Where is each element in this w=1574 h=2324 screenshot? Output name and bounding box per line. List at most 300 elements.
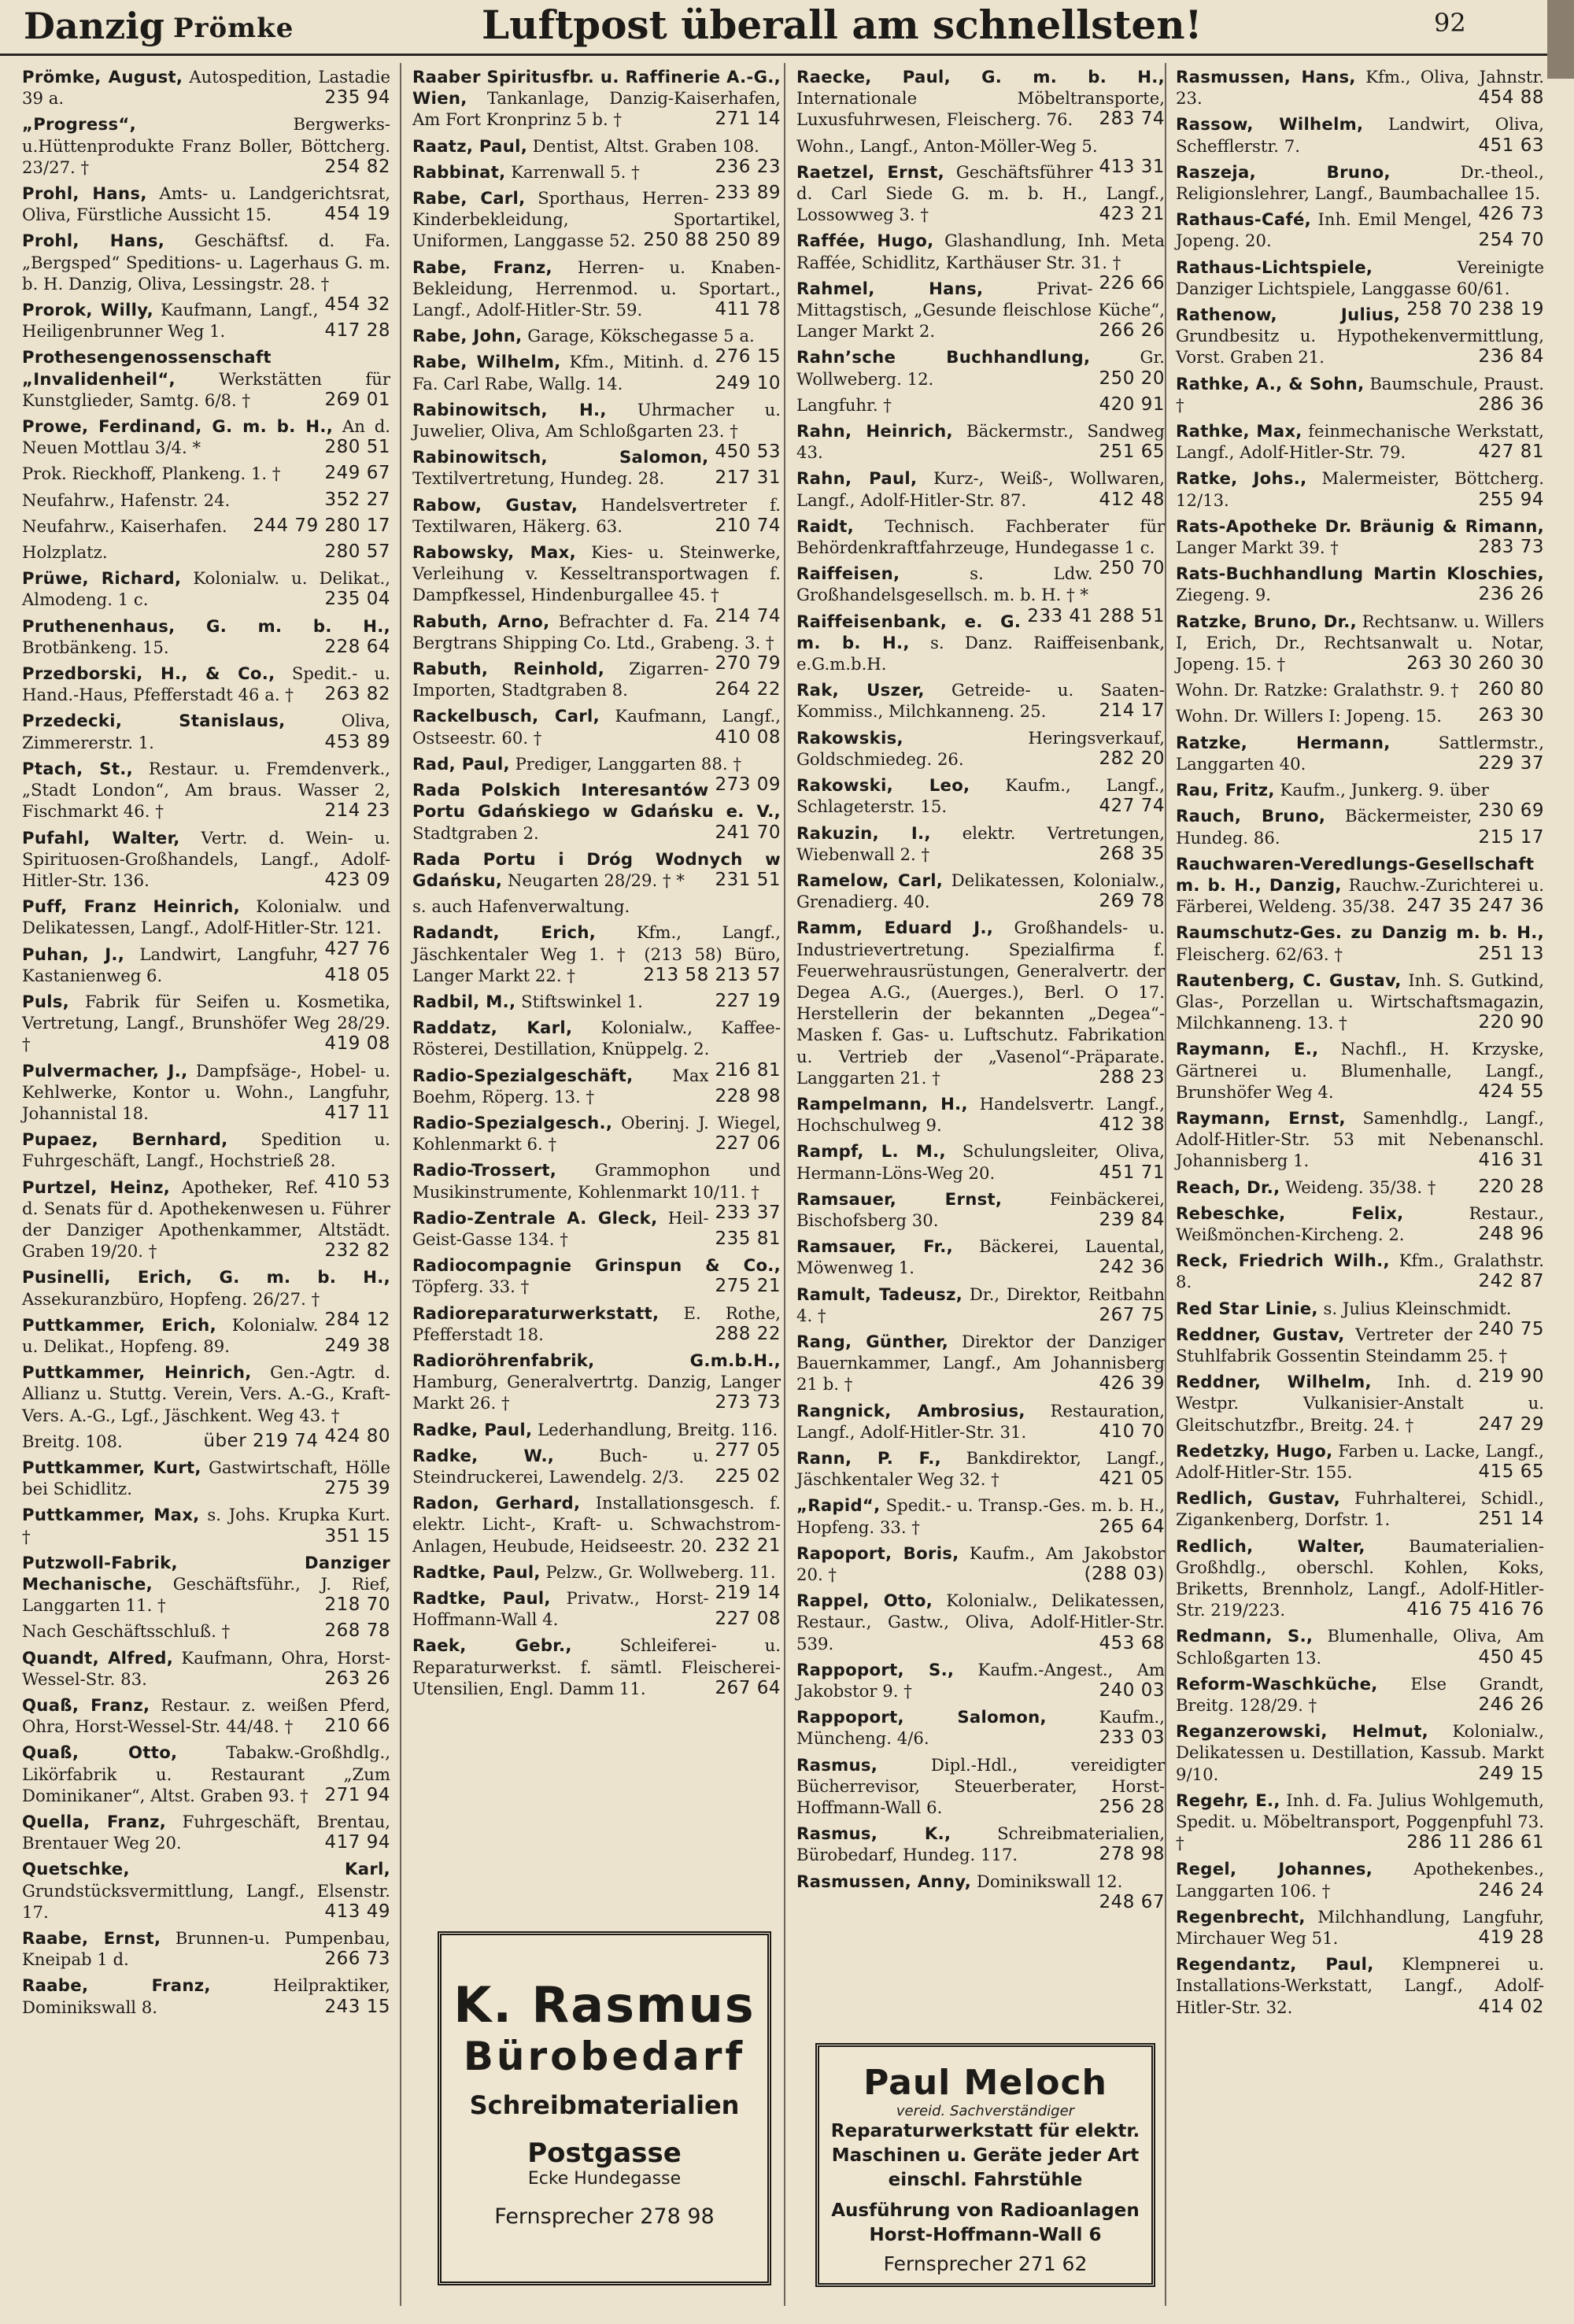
entry-details: Privatw., Horst-Hoffmann-Wall 4. bbox=[412, 1588, 709, 1630]
entry-details: Dr.-theol., Religionslehrer, Langf., Baumbachallee 15. bbox=[1176, 161, 1544, 204]
directory-entry bbox=[796, 1495, 1165, 1537]
directory-entry bbox=[1176, 515, 1544, 558]
entry-name: Pruthenenhaus, G. m. b. H., bbox=[22, 615, 390, 636]
entry-name: Rabowsky, Max, bbox=[412, 542, 576, 563]
entry-details: Spedit.- u. Transp.-Ges. m. b. H., Hopfeng. 33. † bbox=[796, 1495, 1165, 1537]
entry-details: Vertr. d. Wein- u. Spirituosen-Großhandels, Langf., Adolf-Hitler-Str. 136. bbox=[22, 827, 390, 890]
directory-entry bbox=[22, 183, 390, 225]
entry-details: Apotheker, Ref. d. Senats für d. Apothekenwesen u. Führer der Danziger Apothenkammer, Altstädt. Graben 19/20. † bbox=[22, 1177, 390, 1262]
directory-entry bbox=[1176, 563, 1544, 605]
phone-number: 220 90 bbox=[1478, 1012, 1544, 1033]
entry-name: Przedecki, Stanislaus, bbox=[22, 711, 286, 731]
entry-details: Kaufm., Müncheng. 4/6. bbox=[796, 1707, 1165, 1749]
entry-details: Werkstätten für Kunstglieder, Samtg. 6/8. † bbox=[22, 368, 390, 410]
entry-name: Rada Portu i Dróg Wodnych w Gdańsku, bbox=[412, 848, 781, 890]
directory-entry bbox=[1176, 1673, 1544, 1716]
entry-details: Fuhrhalterei, Schidl., Zigankenberg, Dorfstr. 1. bbox=[1176, 1488, 1544, 1530]
entry-details: elektr. Vertretungen, Wiebenwall 2. † bbox=[796, 822, 1165, 864]
phone-number: 263 26 bbox=[324, 1668, 390, 1689]
entry-name: Rabe, John, bbox=[412, 326, 523, 346]
phone-number: 451 63 bbox=[1478, 135, 1544, 156]
entry-name: Rasmus, bbox=[796, 1754, 878, 1775]
phone-number: 235 94 bbox=[324, 87, 390, 109]
directory-entry bbox=[22, 416, 390, 458]
directory-entry bbox=[22, 1975, 390, 2017]
entry-details: Textilvertretung, Hundeg. 28. bbox=[412, 468, 665, 489]
entry-details: Inh. d. Fa. Julius Wohlgemuth, Spedit. u. Möbeltransport, Poggenpfuhl 73. † bbox=[1176, 1790, 1544, 1853]
entry-details: Inh. Emil Mengel, Jopeng. 20. bbox=[1176, 209, 1472, 251]
entry-name: Radon, Gerhard, bbox=[412, 1493, 581, 1513]
entry-details: Tankanlage, Danzig-Kaiserhafen, Am Fort Kronprinz 5 b. † bbox=[412, 88, 781, 130]
phone-number: 235 04 bbox=[324, 589, 390, 610]
entry-details: Gen.-Agtr. d. Allianz u. Stuttg. Verein, Vers. A.-G., Kraft-Vers. A.-G., Lgf., Jäschkent. Weg 43. † bbox=[22, 1362, 390, 1425]
entry-name: „Progress“, bbox=[22, 114, 136, 135]
entry-name: Rabuth, Arno, bbox=[412, 611, 550, 631]
entry-details: Heil-Geist-Gasse 134. † bbox=[412, 1207, 709, 1249]
ad-address: Horst-Hoffmann-Wall 6 bbox=[869, 2225, 1102, 2245]
phone-number: 228 64 bbox=[324, 636, 390, 657]
phone-number: 419 28 bbox=[1478, 1927, 1544, 1949]
entry-details: Technisch. Fachberater für Behördenkraftfahrzeuge, Hundegasse 1 c. bbox=[796, 515, 1165, 558]
phone-number: 277 05 bbox=[715, 1439, 781, 1461]
phone-number: 410 70 bbox=[1099, 1421, 1165, 1442]
phone-number: 421 05 bbox=[1099, 1469, 1165, 1490]
phone-number: 249 15 bbox=[1478, 1763, 1544, 1784]
directory-entry bbox=[22, 567, 390, 610]
phone-number: 249 67 bbox=[324, 463, 390, 484]
entry-name: Purtzel, Heinz, bbox=[22, 1177, 171, 1197]
entry-name: Ratzke, Bruno, Dr., bbox=[1176, 611, 1358, 631]
phone-number: 217 31 bbox=[715, 467, 781, 489]
directory-entry bbox=[1176, 922, 1544, 964]
entry-name: Radioröhrenfabrik, G.m.b.H., bbox=[412, 1350, 781, 1370]
directory-entry bbox=[1176, 1790, 1544, 1854]
directory-entry bbox=[1176, 1440, 1544, 1483]
entry-details: Kolonialw., Delikatessen u. Destillation, Kassub. Markt 9/10. bbox=[1176, 1721, 1544, 1784]
entry-details: Kolonialw. u. Delikat., Hopfeng. 89. bbox=[22, 1314, 319, 1356]
phone-number: 256 28 bbox=[1099, 1797, 1165, 1818]
directory-entry bbox=[796, 1706, 1165, 1749]
directory-entry bbox=[796, 394, 1165, 416]
entry-name: Prothesengenossenschaft „Invalidenheil“, bbox=[22, 347, 272, 389]
entry-details: Kfm., Oliva, Jahnstr. 23. bbox=[1176, 67, 1544, 109]
ad-company-name: K. Rasmus bbox=[453, 1976, 756, 2034]
directory-entry bbox=[22, 1647, 390, 1690]
directory-entry bbox=[1176, 1487, 1544, 1530]
entry-name: Radtke, Paul, bbox=[412, 1588, 551, 1608]
phone-number: 410 53 bbox=[324, 1171, 390, 1192]
entry-name: Redmann, S., bbox=[1176, 1626, 1314, 1646]
phone-number: 280 57 bbox=[324, 541, 390, 563]
entry-details: Breitg. 108. bbox=[22, 1431, 123, 1451]
entry-name: Rappoport, S., bbox=[796, 1659, 955, 1679]
entry-name: Pupaez, Bernhard, bbox=[22, 1129, 228, 1150]
entry-name: Reddner, Gustav, bbox=[1176, 1324, 1345, 1344]
entry-name: Rackelbusch, Carl, bbox=[412, 706, 600, 726]
entry-details: Prok. Rieckhoff, Plankeng. 1. † bbox=[22, 464, 281, 484]
phone-number: 247 29 bbox=[1478, 1413, 1544, 1435]
entry-details: Dampfsäge-, Hobel- u. Kehlwerke, Kontor u. Wohn., Langfuhr, Johannistal 18. bbox=[22, 1060, 390, 1123]
entry-name: Quetschke, Karl, bbox=[22, 1859, 390, 1879]
entry-details: Dominikswall 12. bbox=[976, 1871, 1123, 1891]
entry-name: Radio-Spezialgeschäft, bbox=[412, 1065, 634, 1085]
entry-details: Restaur., Weißmönchen-Kircheng. 2. bbox=[1176, 1203, 1544, 1244]
phone-number: 233 41 288 51 bbox=[1027, 605, 1165, 626]
entry-details: Dentist, Altst. Graben 108. bbox=[532, 135, 759, 156]
entry-details: Geschäftsführer d. Carl Siede G. m. b. H., Langf., Lossowweg 3. † bbox=[796, 161, 1165, 225]
entry-name: Raiffeisenbank, e. G. m. b. H., bbox=[796, 611, 1022, 652]
entry-details: Töpferg. 33. † bbox=[412, 1277, 530, 1297]
phone-number: 454 32 bbox=[324, 294, 390, 316]
directory-entry bbox=[796, 66, 1165, 131]
entry-name: Puttkammer, Erich, bbox=[22, 1314, 216, 1335]
directory-entry bbox=[1176, 853, 1544, 918]
phone-number: 218 70 bbox=[324, 1594, 390, 1616]
phone-number: 258 70 238 19 bbox=[1406, 299, 1544, 320]
directory-entry bbox=[1176, 1953, 1544, 2018]
entry-details: Kaufm., Junkerg. 9. über bbox=[1280, 780, 1489, 800]
entry-name: Rabinowitsch, Salomon, bbox=[412, 447, 709, 467]
ad-title: vereid. Sachverständiger bbox=[896, 2103, 1075, 2119]
directory-entry bbox=[796, 1331, 1165, 1395]
phone-number: 450 53 bbox=[715, 442, 781, 463]
entry-details: Vereinigte Danziger Lichtspiele, Langgasse 60/61. bbox=[1176, 257, 1544, 298]
ad-phone: Fernsprecher 271 62 bbox=[883, 2252, 1088, 2275]
entry-details: Privat-Mittagstisch, „Gesunde fleischlose Küche“, Langer Markt 2. bbox=[796, 278, 1165, 342]
entry-name: Ramsauer, Fr., bbox=[796, 1236, 953, 1257]
phone-number: 283 73 bbox=[1478, 537, 1544, 558]
phone-number: 229 37 bbox=[1478, 752, 1544, 774]
entry-name: Raaber Spiritusfbr. u. Raffinerie A.-G., Wien, bbox=[412, 67, 781, 109]
phone-number: 453 68 bbox=[1099, 1632, 1165, 1653]
entry-name: „Rapid“, bbox=[796, 1495, 881, 1516]
directory-entry bbox=[796, 1093, 1165, 1136]
entry-details: Delikatessen, Kolonialw., Grenadierg. 40. bbox=[796, 870, 1165, 912]
entry-name: Radio-Trossert, bbox=[412, 1160, 557, 1180]
entry-details: Grammophon und Musikinstrumente, Kohlenmarkt 10/11. † bbox=[412, 1160, 781, 1202]
phone-number: 427 76 bbox=[324, 938, 390, 959]
directory-entry bbox=[796, 1659, 1165, 1701]
directory-entry bbox=[1176, 679, 1544, 700]
entry-details: Garage, Kökschegasse 5 a. bbox=[527, 326, 755, 346]
entry-name: Quaß, Franz, bbox=[22, 1695, 150, 1716]
entry-name: Reganzerowski, Helmut, bbox=[1176, 1721, 1428, 1742]
phone-number: 427 74 bbox=[1099, 796, 1165, 817]
entry-details: Fabrik für Seifen u. Kosmetika, Vertretung, Langf., Brunshöfer Weg 28/29. † bbox=[22, 991, 390, 1055]
directory-entry bbox=[412, 1635, 781, 1699]
directory-entry bbox=[412, 896, 781, 917]
directory-entry bbox=[1176, 611, 1544, 675]
entry-name: Rampelmann, H., bbox=[796, 1093, 968, 1114]
directory-entry bbox=[22, 66, 390, 109]
entry-name: Puhan, J., bbox=[22, 944, 125, 964]
entry-name: Rasmussen, Hans, bbox=[1176, 67, 1356, 87]
entry-details: Kolonialw., Delikatessen, Restaur., Gastw., Oliva, Adolf-Hitler-Str. 539. bbox=[796, 1591, 1165, 1653]
entry-name: Raabe, Ernst, bbox=[22, 1928, 161, 1949]
entry-details: Glashandlung, Inh. Meta Raffée, Schidlitz, Karthäuser Str. 31. † bbox=[796, 231, 1165, 272]
phone-number: 269 01 bbox=[324, 389, 390, 410]
entry-name: Rada Polskich Interesantów Portu Gdańskiego w Gdańsku e. V., bbox=[412, 780, 781, 822]
phone-number: 268 78 bbox=[324, 1620, 390, 1642]
directory-entry bbox=[1176, 66, 1544, 109]
phone-number: 233 89 bbox=[715, 183, 781, 204]
directory-entry bbox=[1176, 467, 1544, 510]
directory-entry bbox=[412, 1561, 781, 1603]
entry-name: Radbil, M., bbox=[412, 991, 516, 1011]
entry-name: Rauch, Bruno, bbox=[1176, 806, 1326, 826]
phone-number: 419 08 bbox=[324, 1033, 390, 1055]
entry-details: Landwirt, Langfuhr, Kastanienweg 6. bbox=[22, 944, 319, 985]
entry-name: Redetzky, Hugo, bbox=[1176, 1440, 1333, 1461]
directory-column-3 bbox=[796, 66, 1165, 1913]
directory-entry bbox=[22, 515, 390, 537]
directory-entry bbox=[22, 541, 390, 563]
phone-number: 424 55 bbox=[1478, 1081, 1544, 1102]
directory-entry bbox=[412, 1492, 781, 1557]
entry-details: Max Boehm, Röperg. 13. † bbox=[412, 1065, 709, 1107]
advertisement-rasmus bbox=[438, 1931, 771, 2285]
entry-details: Oliva, Zimmererstr. 1. bbox=[22, 711, 390, 752]
directory-entry bbox=[412, 257, 781, 321]
entry-name: Reform-Waschküche, bbox=[1176, 1673, 1378, 1694]
entry-name: Raetzel, Ernst, bbox=[796, 161, 944, 182]
directory-entry bbox=[796, 1284, 1165, 1326]
entry-name: Raymann, Ernst, bbox=[1176, 1107, 1346, 1128]
entry-details: Samenhdlg., Langf., Adolf-Hitler-Str. 53 mit Nebenanschl. Johannisberg 1. bbox=[1176, 1107, 1544, 1171]
entry-details: Grundstücksvermittlung, Langf., Elsenstr. 17. bbox=[22, 1880, 390, 1922]
phone-number: 233 03 bbox=[1099, 1727, 1165, 1749]
phone-number: 231 51 bbox=[715, 869, 781, 890]
entry-name: Rabe, Wilhelm, bbox=[412, 352, 561, 372]
entry-details: Nach Geschäftsschluß. † bbox=[22, 1621, 231, 1642]
entry-details: Gr. Wollweberg. 12. bbox=[796, 347, 1165, 389]
phone-number: 235 81 bbox=[715, 1228, 781, 1249]
entry-name: Prömke, August, bbox=[22, 67, 183, 87]
phone-number: 411 78 bbox=[715, 299, 781, 320]
phone-number: 454 19 bbox=[324, 204, 390, 225]
entry-details: s. auch Hafenverwaltung. bbox=[412, 896, 630, 917]
entry-details: Kolonialw., Kaffee-Rösterei, Destillation, Knüppelg. 2. bbox=[412, 1018, 781, 1059]
phone-number: 275 21 bbox=[715, 1276, 781, 1297]
entry-name: Rahn, Paul, bbox=[796, 468, 918, 489]
directory-entry bbox=[22, 1858, 390, 1923]
entry-details: s. Johs. Krupka Kurt. † bbox=[22, 1505, 390, 1546]
phone-number: 263 30 bbox=[1478, 705, 1544, 726]
entry-name: Putzwoll-Fabrik, Danziger Mechanische, bbox=[22, 1552, 390, 1594]
entry-name: Pufahl, Walter, bbox=[22, 827, 180, 848]
directory-entry bbox=[22, 991, 390, 1055]
phone-number: 227 06 bbox=[715, 1133, 781, 1155]
phone-number: 352 27 bbox=[324, 489, 390, 510]
entry-name: Rahn, Heinrich, bbox=[796, 421, 953, 442]
phone-number: 265 64 bbox=[1099, 1516, 1165, 1537]
phone-number: 232 82 bbox=[324, 1240, 390, 1262]
entry-name: Rebeschke, Felix, bbox=[1176, 1203, 1404, 1223]
entry-details: Getreide- u. Saaten-Kommiss., Milchkanneng. 25. bbox=[796, 680, 1165, 722]
entry-details: Handelsvertr. Langf., Hochschulweg 9. bbox=[796, 1093, 1165, 1136]
ad-street: Postgasse bbox=[527, 2137, 682, 2169]
directory-column-4 bbox=[1176, 66, 1544, 2023]
directory-entry bbox=[22, 1620, 390, 1642]
entry-name: Rabuth, Reinhold, bbox=[412, 659, 605, 679]
ad-service-line: Reparaturwerkstatt für elektr. bbox=[830, 2121, 1140, 2141]
entry-details: Großhandels- u. Industrievertretung. Spezialfirma f. Feuerwehrausrüstungen, Generalvertr. der Degea A.G., (Auerges.), Berl. O 17. Herstellerin der bekannten „Degea“-Masken f. Gas- u. Luftschutz. Fabrikation u. Vertrieb der „Vasenol“-Präparate. Langgarten 21. † bbox=[796, 918, 1165, 1088]
entry-details: Bäckermeister, Hundeg. 86. bbox=[1176, 806, 1472, 848]
phone-number: 226 66 bbox=[1099, 272, 1165, 294]
entry-name: Raiffeisen, bbox=[796, 563, 900, 584]
advertisement-meloch bbox=[815, 2043, 1155, 2287]
entry-name: Rassow, Wilhelm, bbox=[1176, 114, 1364, 135]
entry-name: Ratke, Johs., bbox=[1176, 468, 1307, 489]
ad-company-name: Paul Meloch bbox=[863, 2063, 1107, 2103]
directory-entry bbox=[796, 1543, 1165, 1585]
directory-entry bbox=[796, 467, 1165, 510]
entry-details: Kolonialw. und Delikatessen, Langf., Adolf-Hitler-Str. 121. bbox=[22, 896, 390, 938]
entry-name: Ramult, Tadeusz, bbox=[796, 1284, 963, 1304]
phone-number: (288 03) bbox=[1084, 1564, 1165, 1584]
phone-number: 216 81 bbox=[715, 1059, 781, 1081]
entry-details: Kaufm., Am Jakobstor 20. † bbox=[796, 1543, 1165, 1584]
entry-name: Rau, Fritz, bbox=[1176, 780, 1275, 800]
entry-name: Rahn’sche Buchhandlung, bbox=[796, 347, 1091, 368]
entry-name: Regehr, E., bbox=[1176, 1790, 1280, 1810]
entry-details: Sporthaus, Herren-Kinderbekleidung, Sportartikel, Uniformen, Langgasse 52. bbox=[412, 188, 781, 251]
entry-details: Assekuranzbüro, Hopfeng. 26/27. † bbox=[22, 1288, 320, 1309]
directory-entry bbox=[796, 1140, 1165, 1183]
entry-details: An d. Neuen Mottlau 3/4. * bbox=[22, 416, 390, 458]
directory-entry bbox=[796, 917, 1165, 1088]
entry-details: s. Julius Kleinschmidt. bbox=[1323, 1298, 1512, 1318]
entry-name: Przedborski, H., & Co., bbox=[22, 663, 275, 684]
directory-entry bbox=[1176, 705, 1544, 726]
directory-entry bbox=[22, 758, 390, 822]
entry-details: Else Grandt, Breitg. 128/29. † bbox=[1176, 1673, 1544, 1716]
phone-number: 451 71 bbox=[1099, 1162, 1165, 1183]
entry-details: Tabakw.-Großhdlg., Likörfabrik u. Restaurant „Zum Dominikaner“, Altst. Graben 93. † bbox=[22, 1742, 390, 1805]
entry-details: Wohn., Langf., Anton-Möller-Weg 5. bbox=[796, 135, 1098, 156]
entry-details: Kfm., Langf., Jäschkentaler Weg 1. † (213 58) Büro, Langer Markt 22. † bbox=[412, 922, 781, 985]
entry-details: Lederhandlung, Breitg. 116. bbox=[538, 1419, 778, 1439]
phone-number: 417 11 bbox=[324, 1102, 390, 1123]
entry-name: Prohl, Hans, bbox=[22, 183, 147, 204]
entry-details: Blumenhalle, Oliva, Am Schloßgarten 13. bbox=[1176, 1626, 1544, 1668]
entry-name: Rathaus-Lichtspiele, bbox=[1176, 257, 1373, 277]
entry-details: Nachfl., H. Krzyske, Gärtnerei u. Blumenhalle, Langf., Brunshöfer Weg 4. bbox=[1176, 1039, 1544, 1102]
phone-number: 351 15 bbox=[324, 1525, 390, 1546]
phone-number: 219 14 bbox=[715, 1583, 781, 1603]
directory-entry bbox=[796, 1823, 1165, 1865]
entry-name: Radtke, Paul, bbox=[412, 1561, 541, 1582]
entry-details: Kaufmann, Ohra, Horst-Wessel-Str. 83. bbox=[22, 1647, 390, 1689]
entry-details: Milchhandlung, Langfuhr, Mirchauer Weg 51. bbox=[1176, 1906, 1544, 1949]
entry-details: Neufahrw., Kaiserhafen. bbox=[22, 515, 227, 536]
entry-details: Baumschule, Praust. † bbox=[1176, 373, 1544, 415]
phone-number: 276 15 bbox=[715, 346, 781, 368]
entry-details: Rechtsanw. u. Willers I, Erich, Dr., Rechtsanwalt u. Notar, Jopeng. 15. † bbox=[1176, 611, 1544, 674]
entry-name: Redlich, Gustav, bbox=[1176, 1488, 1341, 1509]
directory-entry bbox=[412, 705, 781, 748]
entry-details: Buch- u. Steindruckerei, Lawendelg. 2/3. bbox=[412, 1445, 709, 1487]
entry-details: Holzplatz. bbox=[22, 542, 108, 563]
entry-details: Internationale Möbeltransporte, Luxusfuhrwesen, Fleischerg. 76. bbox=[796, 88, 1165, 130]
directory-entry bbox=[1176, 1535, 1544, 1621]
directory-entry bbox=[22, 663, 390, 705]
entry-name: Rapoport, Boris, bbox=[796, 1543, 959, 1563]
directory-entry bbox=[412, 991, 781, 1012]
phone-number: 288 23 bbox=[1099, 1066, 1165, 1088]
phone-number: 426 73 bbox=[1478, 204, 1544, 225]
entry-details: Bankdirektor, Langf., Jäschkentaler Weg 32. † bbox=[796, 1447, 1165, 1490]
directory-entry bbox=[412, 1112, 781, 1155]
page-number: 92 bbox=[1434, 8, 1466, 38]
phone-number: 271 94 bbox=[324, 1784, 390, 1805]
entry-name: Rappoport, Salomon, bbox=[796, 1707, 1047, 1727]
directory-entry bbox=[412, 494, 781, 537]
directory-entry bbox=[22, 615, 390, 658]
phone-number: 273 73 bbox=[715, 1392, 781, 1413]
entry-name: Ramm, Eduard J., bbox=[796, 918, 994, 938]
phone-number: 251 13 bbox=[1478, 943, 1544, 964]
entry-details: Geschäftsführ., J. Rief, Langgarten 11. † bbox=[22, 1574, 390, 1616]
entry-details: Dr., Direktor, Reitbahn 4. † bbox=[796, 1284, 1165, 1325]
entry-details: Autospedition, Lastadie 39 a. bbox=[22, 67, 390, 109]
phone-number: 240 75 bbox=[1478, 1318, 1544, 1339]
entry-name: Ratzke, Hermann, bbox=[1176, 732, 1391, 752]
column-divider bbox=[784, 63, 785, 2306]
directory-entry bbox=[22, 1742, 390, 1806]
entry-details: Kaufmann, Langf., Ostseestr. 60. † bbox=[412, 706, 781, 748]
entry-name: Prohl, Hans, bbox=[22, 231, 165, 251]
header-name-range: Prömke bbox=[173, 13, 294, 44]
entry-details: Kfm., Mitinh. d. Fa. Carl Rabe, Wallg. 14. bbox=[412, 352, 709, 393]
entry-details: Neufahrw., Hafenstr. 24. bbox=[22, 490, 231, 510]
entry-name: Rabe, Franz, bbox=[412, 257, 552, 277]
entry-details: Kaufmann, Langf., Heiligenbrunner Weg 1. bbox=[22, 300, 319, 342]
entry-name: Radke, Paul, bbox=[412, 1419, 533, 1439]
entry-details: E. Rothe, Pfefferstadt 18. bbox=[412, 1302, 781, 1344]
entry-details: Dipl.-Hdl., vereidigter Bücherrevisor, Steuerberater, Horst-Hoffmann-Wall 6. bbox=[796, 1754, 1165, 1818]
phone-number: 423 21 bbox=[1099, 204, 1165, 225]
entry-details: Direktor der Danziger Bauernkammer, Langf., Am Johannisberg 21 b. † bbox=[796, 1331, 1165, 1395]
directory-entry bbox=[1176, 1858, 1544, 1901]
directory-entry bbox=[22, 490, 390, 511]
entry-name: Rauchwaren-Veredlungs-Gesellschaft m. b. H., Danzig, bbox=[1176, 853, 1535, 895]
phone-number: 260 80 bbox=[1478, 679, 1544, 700]
phone-number: 210 66 bbox=[324, 1716, 390, 1737]
entry-name: Rakowski, Leo, bbox=[796, 775, 970, 796]
directory-entry bbox=[796, 1447, 1165, 1490]
directory-entry bbox=[1176, 113, 1544, 156]
directory-entry bbox=[1176, 1038, 1544, 1103]
phone-number: 233 37 bbox=[715, 1202, 781, 1223]
phone-number: 268 35 bbox=[1099, 843, 1165, 864]
directory-entry bbox=[22, 1811, 390, 1853]
entry-name: Ptach, St., bbox=[22, 758, 133, 778]
directory-entry bbox=[22, 113, 390, 178]
phone-number: 251 14 bbox=[1478, 1509, 1544, 1530]
entry-name: Raecke, Paul, G. m. b. H., bbox=[796, 67, 1165, 87]
entry-details: Schulungsleiter, Oliva, Hermann-Löns-Weg 20. bbox=[796, 1141, 1165, 1183]
entry-name: Quaß, Otto, bbox=[22, 1742, 178, 1763]
entry-name: Raffée, Hugo, bbox=[796, 231, 934, 251]
entry-name: Regendantz, Paul, bbox=[1176, 1954, 1374, 1975]
phone-number: 250 88 250 89 bbox=[643, 230, 781, 251]
entry-details: Schreibmaterialien, Bürobedarf, Hundeg. 117. bbox=[796, 1823, 1165, 1865]
entry-name: Rangnick, Ambrosius, bbox=[796, 1400, 1025, 1421]
entry-details: Malermeister, Böttcherg. 12/13. bbox=[1176, 468, 1544, 510]
entry-details: Ziegeng. 9. bbox=[1176, 585, 1272, 605]
entry-details: feinmechanische Werkstatt, Langf., Adolf-Hitler-Str. 79. bbox=[1176, 421, 1544, 463]
